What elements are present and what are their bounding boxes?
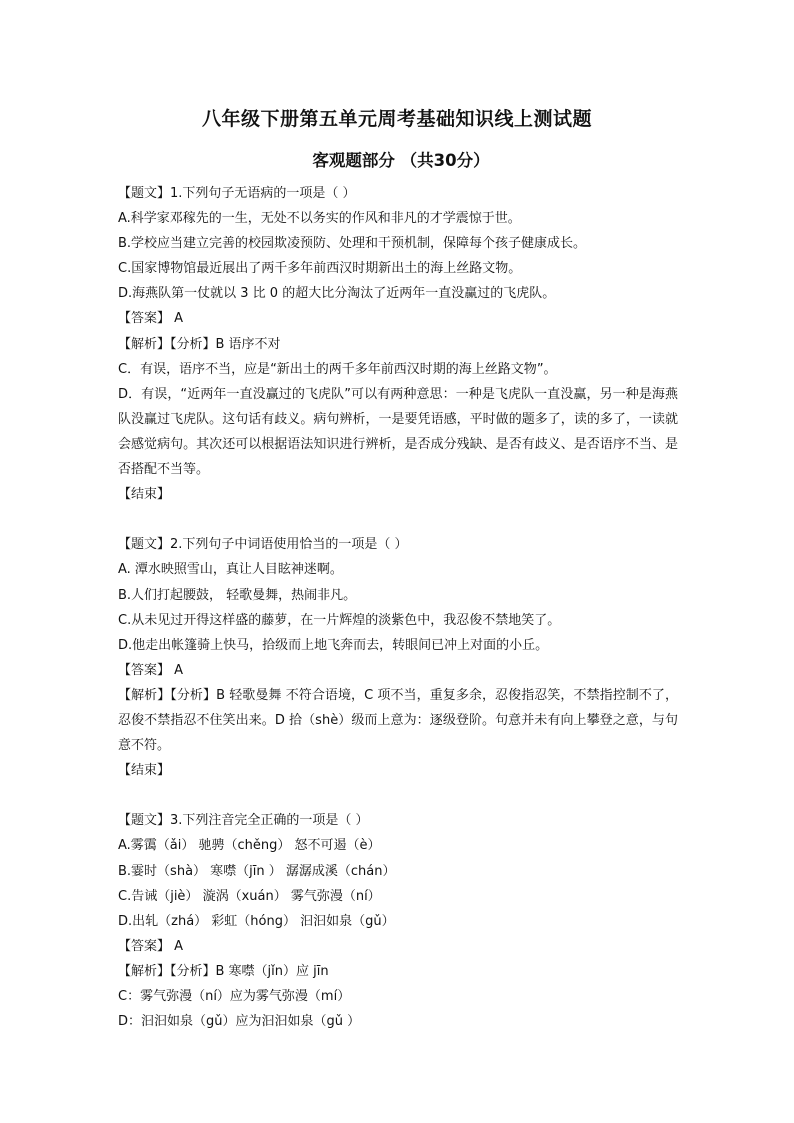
question-1-option-a: A.科学家邓稼先的一生，无处不以务实的作风和非凡的才学震惊于世。 bbox=[118, 211, 521, 227]
question-1-option-c: C.国家博物馆最近展出了两千多年前西汉时期新出土的海上丝路文物。 bbox=[118, 261, 522, 277]
question-2-answer: 【答案】 A bbox=[118, 662, 184, 678]
question-3-stem: 【题文】3.下列注音完全正确的一项是（ ） bbox=[118, 813, 369, 829]
question-3-analysis-c: C：雾气弥漫（ní）应为雾气弥漫（mí） bbox=[118, 989, 351, 1004]
question-3-analysis-d: D：汩汩如泉（gǔ）应为汩汩如泉（gǔ ） bbox=[118, 1014, 361, 1030]
question-2-option-d: D.他走出帐篷骑上快马，拾级而上地飞奔而去，转眼间已冲上对面的小丘。 bbox=[118, 637, 549, 653]
question-1-option-d: D.海燕队第一仗就以 3 比 0 的超大比分淘汰了近两年一直没赢过的飞虎队。 bbox=[118, 286, 556, 302]
question-2-option-a: A. 潭水映照雪山，真让人目眩神迷啊。 bbox=[118, 562, 343, 578]
question-2-option-b: B.人们打起腰鼓， 轻歌曼舞，热闹非凡。 bbox=[118, 587, 357, 603]
question-3-answer: 【答案】 A bbox=[118, 938, 184, 954]
question-3-option-b: B.霎时（shà） 寒噤（jīn ） 潺潺成溪（chán） bbox=[118, 863, 396, 879]
question-2-analysis: 【解析】【分析】B 轻歌曼舞 不符合语境，C 项不当，重复多余，忍俊指忍笑，不禁指控制不了，忍俊不禁指忍不住笑出来。D 拾（shè）级而上意为：逐级登阶。句意并未有向上攀登之意，与句意不符。 bbox=[118, 687, 678, 754]
question-3-analysis: 【解析】【分析】B 寒噤（jǐn）应 jīn bbox=[118, 963, 329, 979]
question-1-stem: 【题文】1.下列句子无语病的一项是（ ） bbox=[118, 186, 356, 201]
question-1-analysis-c: C．有误，语序不当，应是“新出土的两千多年前西汉时期的海上丝路文物”。 bbox=[118, 361, 557, 377]
question-1-analysis: 【解析】【分析】B 语序不对 bbox=[118, 336, 281, 352]
question-3-option-a: A.雾霭（ǎi） 驰骋（chěng） 怒不可遏（è） bbox=[118, 838, 381, 854]
spacer bbox=[118, 507, 678, 532]
spacer bbox=[118, 783, 678, 808]
question-1-end: 【结束】 bbox=[118, 487, 171, 503]
section-subtitle: 客观题部分 （共30分） bbox=[312, 151, 490, 170]
question-1-analysis-d: D．有误，“近两年一直没赢过的飞虎队”可以有两种意思：一种是飞虎队一直没赢，另一种是海燕队没赢过飞虎队。这句话有歧义。病句辨析，一是要凭语感，平时做的题多了，读的多了，一读就会感觉病句。其次还可以根据语法知识进行辨析，是否成分残缺、是否有歧义、是否语序不当、是否搭配不当等。 bbox=[118, 386, 678, 478]
question-2-end: 【结束】 bbox=[118, 763, 171, 779]
question-3-option-d: D.出轧（zhá） 彩虹（hóng） 汩汩如泉（gǔ） bbox=[118, 913, 395, 929]
document-body bbox=[118, 181, 678, 1034]
page-title: 八年级下册第五单元周考基础知识线上测试题 bbox=[201, 108, 592, 130]
question-3-option-c: C.告诫（jiè） 漩涡（xuán） 雾气弥漫（ní） bbox=[118, 888, 381, 904]
question-1-answer: 【答案】 A bbox=[118, 311, 184, 327]
question-1-option-b: B.学校应当建立完善的校园欺凌预防、处理和干预机制，保障每个孩子健康成长。 bbox=[118, 236, 587, 252]
question-2-option-c: C.从未见过开得这样盛的藤萝，在一片辉煌的淡紫色中，我忍俊不禁地笑了。 bbox=[118, 612, 561, 628]
question-2-stem: 【题文】2.下列句子中词语使用恰当的一项是（ ） bbox=[118, 537, 408, 553]
